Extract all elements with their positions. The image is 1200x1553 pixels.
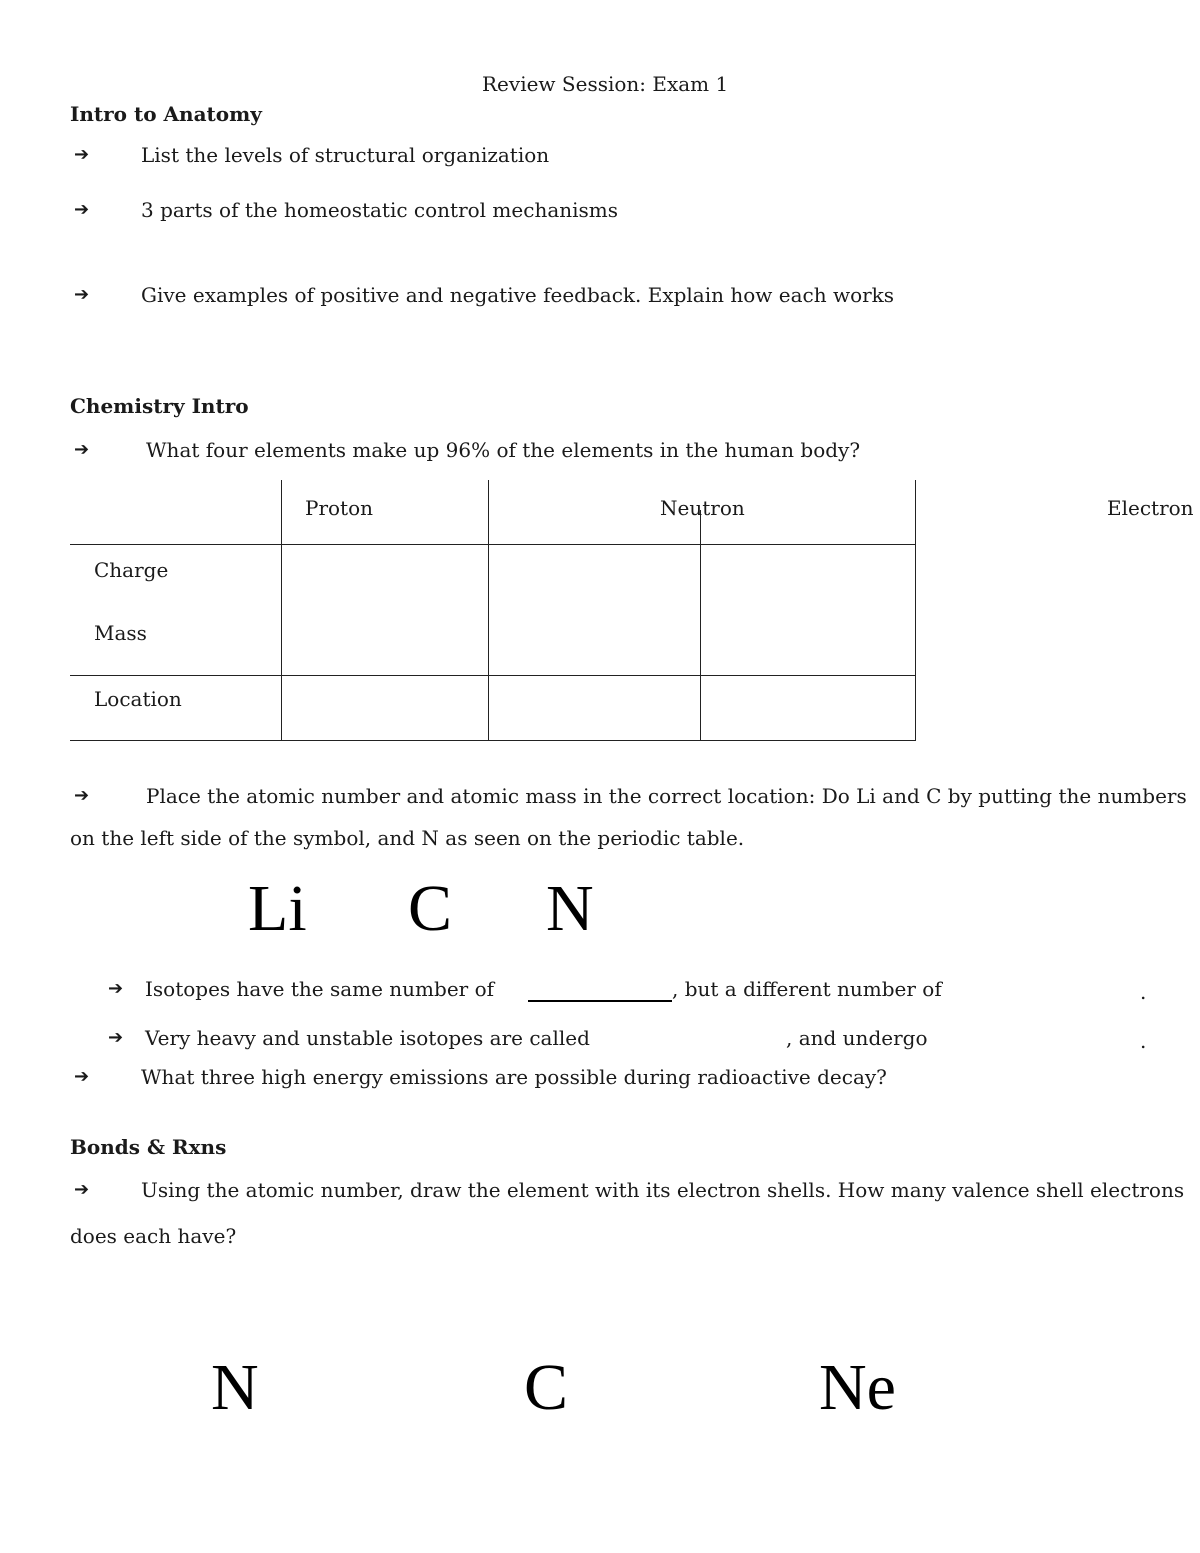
isotopes-text-end: .: [1140, 980, 1147, 1004]
isotopes-text-middle: , but a different number of: [672, 977, 942, 1001]
arrow-bullet-icon: ➔: [74, 785, 90, 806]
chemistry-question-elements: What four elements make up 96% of the elements in the human body?: [146, 438, 861, 462]
arrow-bullet-icon: ➔: [74, 1179, 90, 1200]
table-header-electron: Electron: [1107, 496, 1194, 520]
element-symbol-ne: Ne: [819, 1351, 896, 1424]
bonds-question-shells: Using the atomic number, draw the element with its electron shells. How many valence shell electrons: [141, 1178, 1185, 1202]
arrow-bullet-icon: ➔: [74, 1066, 90, 1087]
arrow-bullet-icon: ➔: [74, 144, 90, 165]
element-symbol-n: N: [546, 872, 594, 945]
table-row-label-mass: Mass: [94, 621, 147, 645]
table-rule: [70, 740, 916, 741]
arrow-bullet-icon: ➔: [108, 1027, 124, 1048]
heavy-isotopes-text-start: Very heavy and unstable isotopes are called: [145, 1026, 590, 1050]
section-heading-chemistry: Chemistry Intro: [70, 394, 249, 418]
chemistry-question-place-cont: on the left side of the symbol, and N as seen on the periodic table.: [70, 826, 745, 850]
page-title: Review Session: Exam 1: [482, 72, 729, 96]
anatomy-question-1: List the levels of structural organization: [141, 143, 550, 167]
arrow-bullet-icon: ➔: [74, 199, 90, 220]
anatomy-question-2: 3 parts of the homeostatic control mechanisms: [141, 198, 619, 222]
table-row-label-location: Location: [94, 687, 182, 711]
table-header-neutron: Neutron: [660, 496, 745, 520]
table-row-label-charge: Charge: [94, 558, 169, 582]
heavy-isotopes-text-end: .: [1140, 1029, 1147, 1053]
fill-in-blank-line: [528, 1000, 672, 1002]
arrow-bullet-icon: ➔: [74, 439, 90, 460]
element-symbol-li: Li: [248, 872, 307, 945]
heavy-isotopes-text-middle: , and undergo: [786, 1026, 928, 1050]
element-symbol-n: N: [211, 1351, 259, 1424]
table-rule: [281, 480, 282, 740]
element-symbol-c: C: [524, 1351, 569, 1424]
table-rule: [70, 675, 916, 676]
arrow-bullet-icon: ➔: [108, 978, 124, 999]
bonds-question-shells-cont: does each have?: [70, 1224, 237, 1248]
table-rule: [70, 544, 916, 545]
section-heading-bonds: Bonds & Rxns: [70, 1135, 227, 1159]
anatomy-question-3: Give examples of positive and negative feedback. Explain how each works: [141, 283, 895, 307]
chemistry-question-emissions: What three high energy emissions are possible during radioactive decay?: [141, 1065, 887, 1089]
table-header-proton: Proton: [305, 496, 374, 520]
section-heading-anatomy: Intro to Anatomy: [70, 102, 262, 126]
table-rule: [915, 480, 916, 740]
table-rule: [700, 510, 701, 740]
arrow-bullet-icon: ➔: [74, 284, 90, 305]
isotopes-text-start: Isotopes have the same number of: [145, 977, 495, 1001]
element-symbol-c: C: [408, 872, 453, 945]
chemistry-question-place: Place the atomic number and atomic mass in the correct location: Do Li and C by putting the numbers: [146, 784, 1187, 808]
table-rule: [488, 480, 489, 740]
